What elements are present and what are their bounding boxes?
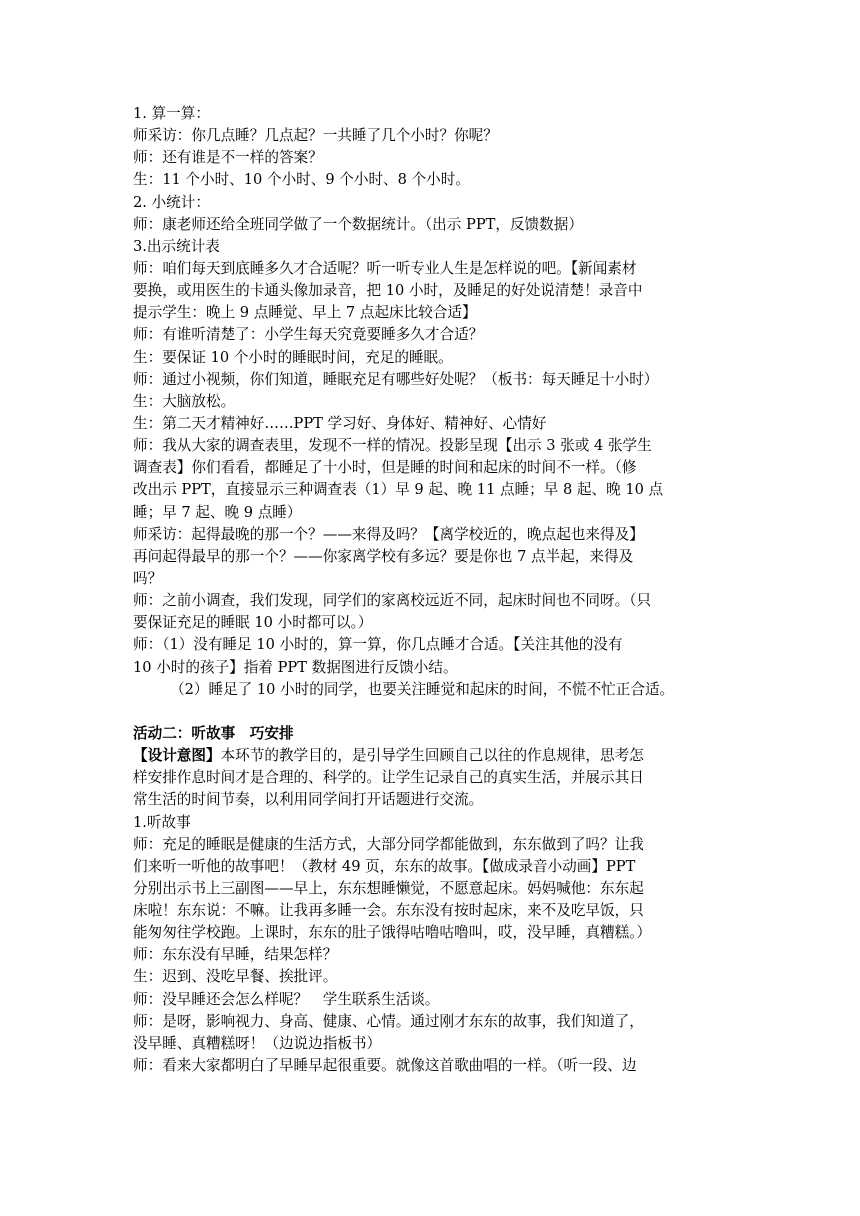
text-line: 师采访：起得最晚的那一个？——来得及吗？【离学校近的，晚点起也来得及】 [133,525,644,543]
text-line: 生：大脑放松。 [133,392,236,410]
text-line: 改出示 PPT，直接显示三种调查表（1）早 9 起、晚 11 点睡；早 8 起、晚 10 点 [133,481,664,499]
text-line: 2. 小统计： [133,193,210,211]
text-line [133,745,729,767]
text-line: 师：还有谁是不一样的答案？ [133,149,323,167]
text-line: 生：要保证 10 个小时的睡眠时间，充足的睡眠。 [133,348,453,366]
text-line: 常生活的时间节奏，以利用同学间打开话题进行交流。 [133,791,484,809]
text-line: 睡；早 7 起、晚 9 点睡） [133,503,302,521]
text-line: 师：（1）没有睡足 10 小时的，算一算，你几点睡才合适。【关注其他的没有 [133,636,623,654]
text-line: 3.出示统计表 [133,237,220,255]
text-line: 们来听一听他的故事吧！（教材 49 页，东东的故事。【做成录音小动画】PPT [133,857,636,875]
text-line: 师：康老师还给全班同学做了一个数据统计。（出示 PPT，反馈数据） [133,215,583,233]
text-line: 能匆匆往学校跑。上课时，东东的肚子饿得咕噜咕噜叫，哎，没早睡，真糟糕。） [133,924,652,942]
text-line: 生：11 个小时、10 个小时、9 个小时、8 个小时。 [133,171,470,189]
text-line: 师采访：你几点睡？几点起？一共睡了几个小时？你呢？ [133,127,498,145]
text-line: （2）睡足了 10 小时的同学，也要关注睡觉和起床的时间，不慌不忙正合适。 [170,680,675,698]
text-line: 提示学生：晚上 9 点睡觉、早上 7 点起床比较合适】 [133,304,477,322]
text-line: 师：没早睡还会怎么样呢？ 学生联系生活谈。 [133,990,440,1008]
text-line: 师：东东没有早睡，结果怎样？ [133,946,338,964]
text-line: 分别出示书上三副图——早上，东东想睡懒觉，不愿意起床。妈妈喊他：东东起 [133,879,644,897]
text-line: 师：我从大家的调查表里，发现不一样的情况。投影呈现【出示 3 张或 4 张学生 [133,437,652,455]
text-line: 1.听故事 [133,813,191,831]
text-line: 师：看来大家都明白了早睡早起很重要。就像这首歌曲唱的一样。（听一段、边 [133,1057,637,1075]
text-line: 师：充足的睡眠是健康的生活方式，大部分同学都能做到，东东做到了吗？让我 [133,835,644,853]
text-line: 要保证充足的睡眠 10 小时都可以。） [133,614,373,632]
text-line: 师：是呀，影响视力、身高、健康、心情。通过刚才东东的故事，我们知道了， [133,1012,644,1030]
text-line: 再问起得最早的那一个？——你家离学校有多远？要是你也 7 点半起，来得及 [133,547,634,565]
text-line: 生：迟到、没吃早餐、挨批评。 [133,968,338,986]
text-line: 师：有谁听清楚了：小学生每天究竟要睡多久才合适？ [133,326,484,344]
text-line: 10 小时的孩子】指着 PPT 数据图进行反馈小结。 [133,658,458,676]
design-intent-text: 本环节的教学目的，是引导学生回顾自己以往的作息规律，思考怎 [220,747,644,765]
text-line: 没早睡、真糟糕呀！（边说边指板书） [133,1034,382,1052]
text-line: 师：之前小调查，我们发现，同学们的家离校远近不同，起床时间也不同呀。（只 [133,592,652,610]
text-line: 样安排作息时间才是合理的、科学的。让学生记录自己的真实生活，并展示其日 [133,769,644,787]
text-line: 1. 算一算： [133,105,210,122]
design-intent-label: 【设计意图】 [133,747,221,765]
text-line: 生：第二天才精神好……PPT 学习好、身体好、精神好、心情好 [133,414,547,432]
text-line: 师：咱们每天到底睡多久才合适呢？听一听专业人生是怎样说的吧。【新闻素材 [133,259,637,277]
text-line: 要换，或用医生的卡通头像加录音，把 10 小时，及睡足的好处说清楚！录音中 [133,282,643,300]
section-heading: 活动二：听故事 巧安排 [133,724,294,742]
document-body [133,103,729,1077]
text-line: 师：通过小视频，你们知道，睡眠充足有哪些好处呢？（板书：每天睡足十小时） [133,370,659,388]
blank-line [133,701,729,723]
text-line: 调查表】你们看看，都睡足了十小时，但是睡的时间和起床的时间不一样。（修 [133,459,637,477]
text-line: 吗？ [133,569,163,587]
text-line: 床啦！东东说：不嘛。让我再多睡一会。东东没有按时起床，来不及吃早饭，只 [133,902,644,920]
